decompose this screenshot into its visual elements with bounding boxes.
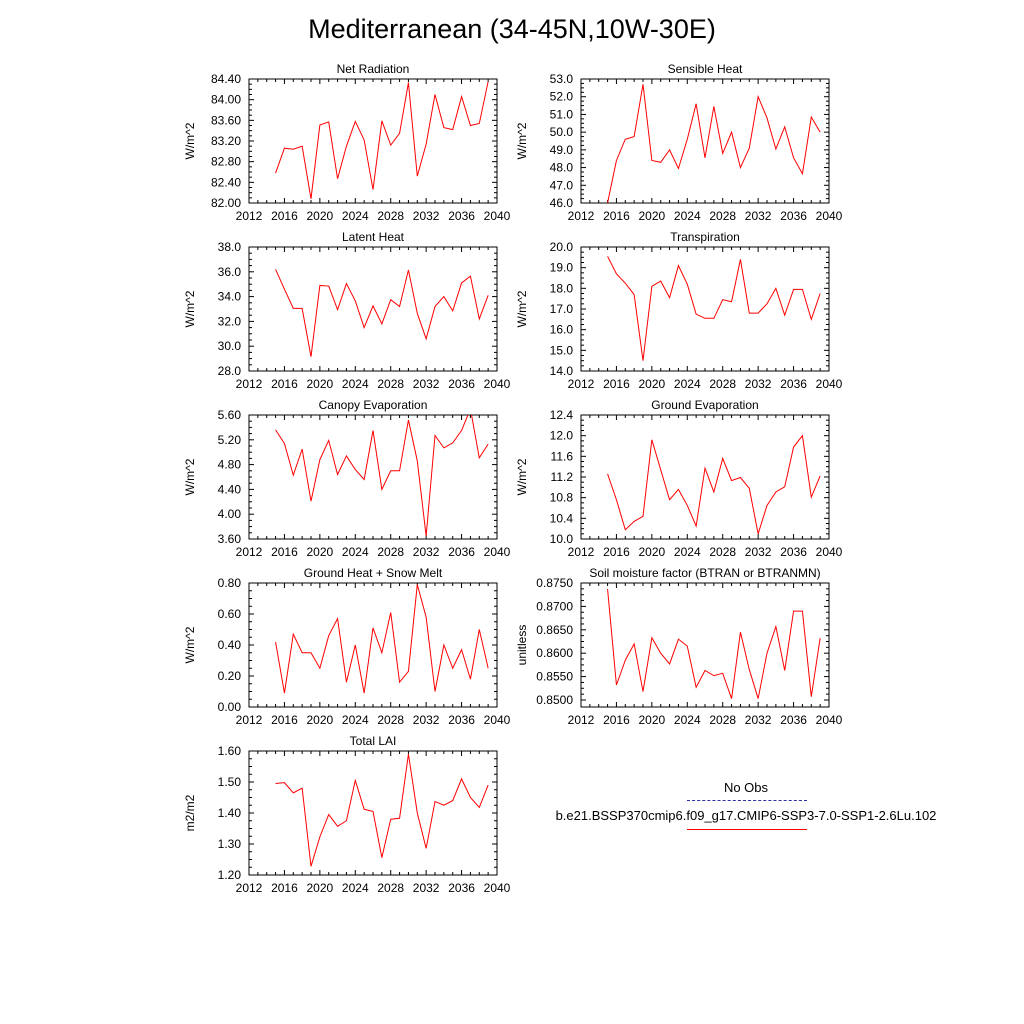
- x-tick-label: 2016: [603, 377, 630, 391]
- x-tick-label: 2024: [341, 545, 369, 559]
- y-tick-label: 3.60: [217, 532, 241, 546]
- x-tick-label: 2012: [567, 545, 595, 559]
- y-tick-label: 34.0: [217, 289, 241, 304]
- x-tick-label: 2012: [567, 377, 595, 391]
- panel-title: Latent Heat: [341, 230, 405, 244]
- y-tick-label: 0.8550: [536, 669, 573, 684]
- x-tick-label: 2036: [780, 377, 807, 391]
- panel-1: [515, 62, 843, 223]
- y-axis-label: W/m^2: [183, 122, 197, 160]
- series-line-0: [276, 269, 489, 356]
- x-tick-label: 2036: [780, 209, 807, 223]
- x-tick-label: 2028: [709, 377, 737, 391]
- y-tick-label: 46.0: [549, 196, 573, 210]
- y-tick-label: 1.60: [217, 744, 241, 758]
- series-line-0: [276, 585, 489, 694]
- y-axis-label: m2/m2: [183, 794, 197, 832]
- y-tick-label: 5.20: [217, 432, 241, 447]
- y-axis-label: W/m^2: [515, 458, 529, 496]
- panel-5: [515, 398, 843, 559]
- panel-2: [183, 230, 511, 391]
- x-tick-label: 2032: [412, 881, 440, 895]
- panel-title: Transpiration: [670, 230, 740, 244]
- series-line-0: [276, 82, 489, 199]
- x-tick-label: 2036: [448, 713, 475, 727]
- y-tick-label: 28.0: [217, 364, 241, 378]
- x-tick-label: 2040: [483, 545, 511, 559]
- y-tick-label: 32.0: [217, 314, 241, 329]
- y-tick-label: 10.0: [549, 532, 573, 546]
- x-tick-label: 2024: [341, 881, 369, 895]
- legend-case-line: [687, 829, 807, 830]
- y-tick-label: 0.60: [217, 607, 241, 621]
- y-tick-label: 30.0: [217, 339, 241, 354]
- x-tick-label: 2028: [377, 713, 405, 727]
- y-tick-label: 84.40: [210, 72, 241, 86]
- y-tick-label: 0.8650: [536, 622, 573, 637]
- panel-title: Ground Evaporation: [651, 398, 759, 412]
- x-tick-label: 2012: [567, 209, 595, 223]
- y-tick-label: 53.0: [549, 72, 573, 86]
- x-tick-label: 2032: [412, 713, 440, 727]
- x-tick-label: 2040: [483, 713, 511, 727]
- x-tick-label: 2032: [744, 377, 772, 391]
- x-tick-label: 2036: [448, 881, 475, 895]
- y-tick-label: 50.0: [549, 125, 573, 140]
- x-tick-label: 2028: [709, 545, 737, 559]
- y-tick-label: 11.2: [550, 470, 573, 484]
- series-line-0: [608, 84, 821, 203]
- panel-title: Sensible Heat: [667, 62, 743, 76]
- x-tick-label: 2012: [235, 209, 263, 223]
- y-tick-label: 10.4: [549, 511, 573, 526]
- x-tick-label: 2020: [306, 377, 334, 391]
- x-tick-label: 2040: [483, 209, 511, 223]
- x-tick-label: 2024: [341, 713, 369, 727]
- y-axis-label: W/m^2: [183, 626, 197, 664]
- y-tick-label: 12.0: [549, 428, 573, 443]
- y-tick-label: 10.8: [549, 490, 573, 505]
- y-tick-label: 1.20: [217, 868, 241, 882]
- y-tick-label: 0.00: [217, 700, 241, 714]
- x-tick-label: 2016: [271, 377, 298, 391]
- y-tick-label: 49.0: [549, 142, 573, 157]
- series-line-0: [608, 436, 821, 534]
- panel-3: [515, 230, 843, 391]
- y-tick-label: 52.0: [549, 89, 573, 104]
- series-line-0: [608, 589, 821, 699]
- y-tick-label: 14.0: [549, 364, 573, 378]
- y-axis-label: W/m^2: [183, 290, 197, 328]
- y-tick-label: 82.00: [210, 196, 241, 210]
- x-tick-label: 2012: [235, 713, 263, 727]
- x-tick-label: 2024: [341, 209, 369, 223]
- y-tick-label: 0.8750: [536, 576, 573, 590]
- x-tick-label: 2028: [709, 713, 737, 727]
- y-tick-label: 20.0: [549, 240, 573, 254]
- x-tick-label: 2016: [271, 713, 298, 727]
- y-axis-label: unitless: [515, 624, 529, 666]
- panel-title: Canopy Evaporation: [318, 398, 428, 412]
- y-tick-label: 5.60: [217, 408, 241, 422]
- y-tick-label: 83.20: [210, 134, 241, 148]
- x-tick-label: 2032: [744, 209, 772, 223]
- plot-frame: [581, 247, 829, 371]
- x-tick-label: 2028: [377, 881, 405, 895]
- x-tick-label: 2036: [448, 377, 475, 391]
- x-tick-label: 2024: [673, 377, 701, 391]
- plot-frame: [581, 79, 829, 203]
- y-tick-label: 38.0: [217, 240, 241, 254]
- figure-title: Mediterranean (34-45N,10W-30E): [308, 14, 716, 44]
- series-line-0: [276, 409, 489, 536]
- y-tick-label: 36.0: [217, 264, 241, 279]
- x-tick-label: 2036: [448, 209, 475, 223]
- y-axis-label: W/m^2: [515, 122, 529, 160]
- y-axis-label: W/m^2: [183, 458, 197, 496]
- panel-title: Soil moisture factor (BTRAN or BTRANMN): [589, 566, 821, 580]
- x-tick-label: 2036: [448, 545, 475, 559]
- y-tick-label: 4.40: [217, 482, 241, 497]
- y-tick-label: 17.0: [549, 302, 573, 316]
- x-tick-label: 2020: [638, 545, 666, 559]
- x-tick-label: 2032: [412, 545, 440, 559]
- x-tick-label: 2020: [306, 209, 334, 223]
- x-tick-label: 2040: [483, 377, 511, 391]
- x-tick-label: 2020: [306, 713, 334, 727]
- x-tick-label: 2032: [412, 209, 440, 223]
- x-tick-label: 2036: [780, 545, 807, 559]
- y-tick-label: 18.0: [549, 281, 573, 296]
- x-tick-label: 2012: [235, 377, 263, 391]
- y-tick-label: 4.00: [217, 507, 241, 522]
- x-tick-label: 2036: [780, 713, 807, 727]
- series-line-0: [608, 256, 821, 360]
- y-axis-label: W/m^2: [515, 290, 529, 328]
- x-tick-label: 2016: [271, 881, 298, 895]
- series-line-0: [276, 754, 489, 866]
- y-tick-label: 19.0: [549, 260, 573, 275]
- x-tick-label: 2020: [306, 881, 334, 895]
- x-tick-label: 2020: [638, 377, 666, 391]
- legend-obs-line: [687, 800, 807, 801]
- y-tick-label: 48.0: [549, 160, 573, 175]
- panel-title: Total LAI: [349, 734, 397, 748]
- y-tick-label: 1.50: [217, 775, 241, 789]
- x-tick-label: 2016: [271, 209, 298, 223]
- x-tick-label: 2012: [235, 881, 263, 895]
- plot-frame: [249, 583, 497, 707]
- x-tick-label: 2016: [603, 545, 630, 559]
- x-tick-label: 2040: [483, 881, 511, 895]
- x-tick-label: 2040: [815, 713, 843, 727]
- x-tick-label: 2024: [673, 545, 701, 559]
- y-tick-label: 0.8500: [536, 692, 573, 707]
- y-tick-label: 15.0: [549, 343, 573, 358]
- y-tick-label: 11.6: [550, 449, 573, 464]
- y-tick-label: 82.80: [210, 154, 241, 169]
- x-tick-label: 2020: [638, 713, 666, 727]
- y-tick-label: 83.60: [210, 113, 241, 128]
- y-tick-label: 4.80: [217, 457, 241, 472]
- y-tick-label: 1.30: [217, 837, 241, 851]
- panel-8: [183, 734, 511, 895]
- x-tick-label: 2028: [377, 545, 405, 559]
- plot-frame: [249, 79, 497, 203]
- y-tick-label: 0.8700: [536, 599, 573, 614]
- y-tick-label: 82.40: [210, 175, 241, 190]
- y-tick-label: 47.0: [549, 178, 573, 193]
- y-tick-label: 51.0: [549, 107, 573, 122]
- panel-6: [183, 566, 511, 727]
- plot-frame: [249, 247, 497, 371]
- x-tick-label: 2016: [603, 713, 630, 727]
- panel-title: Net Radiation: [336, 62, 410, 76]
- y-tick-label: 84.00: [210, 92, 241, 107]
- x-tick-label: 2012: [235, 545, 263, 559]
- x-tick-label: 2028: [377, 377, 405, 391]
- x-tick-label: 2032: [744, 713, 772, 727]
- x-tick-label: 2024: [673, 713, 701, 727]
- x-tick-label: 2028: [377, 209, 405, 223]
- plot-frame: [581, 583, 829, 707]
- panel-7: [515, 566, 843, 727]
- legend-obs-label: No Obs: [723, 780, 769, 795]
- x-tick-label: 2016: [603, 209, 630, 223]
- x-tick-label: 2040: [815, 377, 843, 391]
- panel-title: Ground Heat + Snow Melt: [303, 566, 443, 580]
- y-tick-label: 12.4: [549, 408, 573, 422]
- panel-0: [183, 62, 511, 223]
- x-tick-label: 2032: [744, 545, 772, 559]
- y-tick-label: 1.40: [217, 806, 241, 820]
- x-tick-label: 2040: [815, 209, 843, 223]
- legend-case-label: b.e21.BSSP370cmip6.f09_g17.CMIP6-SSP3-7.0-SSP1-2.6Lu.102: [555, 808, 937, 823]
- y-tick-label: 0.40: [217, 638, 241, 652]
- y-tick-label: 16.0: [549, 322, 573, 337]
- panel-4: [183, 398, 511, 559]
- x-tick-label: 2028: [709, 209, 737, 223]
- x-tick-label: 2032: [412, 377, 440, 391]
- x-tick-label: 2040: [815, 545, 843, 559]
- y-tick-label: 0.80: [217, 576, 241, 590]
- x-tick-label: 2024: [341, 377, 369, 391]
- y-tick-label: 0.20: [217, 669, 241, 683]
- x-tick-label: 2024: [673, 209, 701, 223]
- y-tick-label: 0.8600: [536, 646, 573, 661]
- x-tick-label: 2020: [306, 545, 334, 559]
- plot-frame: [581, 415, 829, 539]
- x-tick-label: 2012: [567, 713, 595, 727]
- x-tick-label: 2020: [638, 209, 666, 223]
- x-tick-label: 2016: [271, 545, 298, 559]
